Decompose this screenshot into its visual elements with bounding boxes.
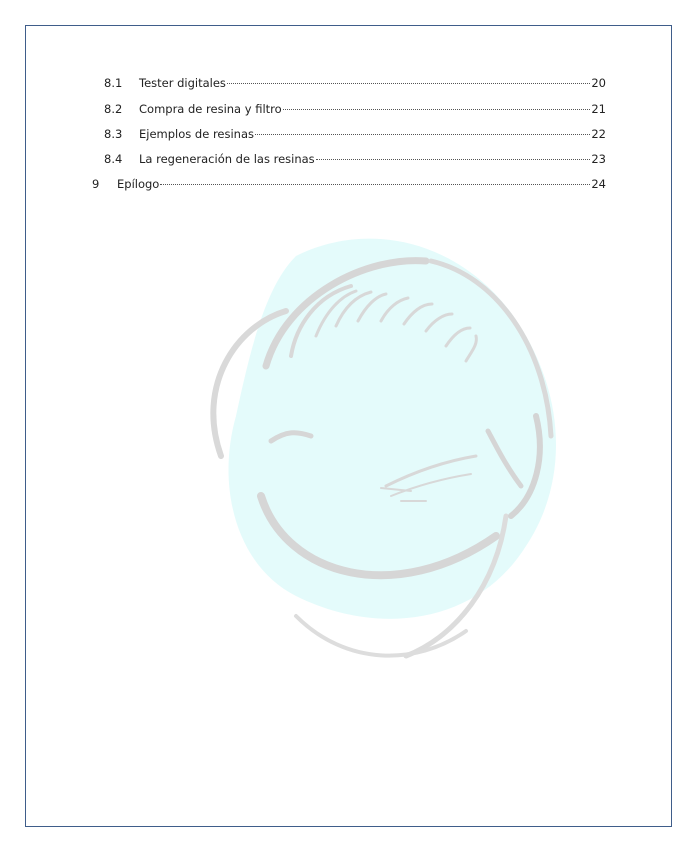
toc-entry[interactable] (104, 151, 606, 167)
toc-number: 8.4 (104, 152, 123, 166)
toc-title: Epílogo (117, 177, 160, 191)
toc-number: 8.1 (104, 76, 123, 90)
toc-page-number: 24 (591, 177, 606, 191)
toc-title: Ejemplos de resinas (139, 127, 255, 141)
toc-number: 8.2 (104, 102, 123, 116)
toc-page-number: 20 (591, 76, 606, 90)
toc-page-number: 21 (591, 102, 606, 116)
toc-page-number: 23 (591, 152, 606, 166)
toc-title: Tester digitales (139, 76, 226, 90)
toc-leader-dots (160, 184, 590, 185)
toc-title: La regeneración de las resinas (139, 152, 315, 166)
toc-page-number: 22 (591, 127, 606, 141)
toc-leader-dots (283, 109, 591, 110)
toc-leader-dots (255, 134, 590, 135)
toc-entry[interactable] (92, 176, 606, 192)
toc-leader-dots (316, 159, 591, 160)
toc-title: Compra de resina y filtro (139, 102, 282, 116)
toc-entry[interactable] (104, 75, 606, 91)
toc-entry[interactable] (104, 101, 606, 117)
fish-icon (176, 216, 576, 676)
toc-leader-dots (227, 83, 590, 84)
toc-entry[interactable] (104, 126, 606, 142)
document-page (25, 25, 672, 827)
toc-number: 9 (92, 177, 100, 191)
toc-number: 8.3 (104, 127, 123, 141)
